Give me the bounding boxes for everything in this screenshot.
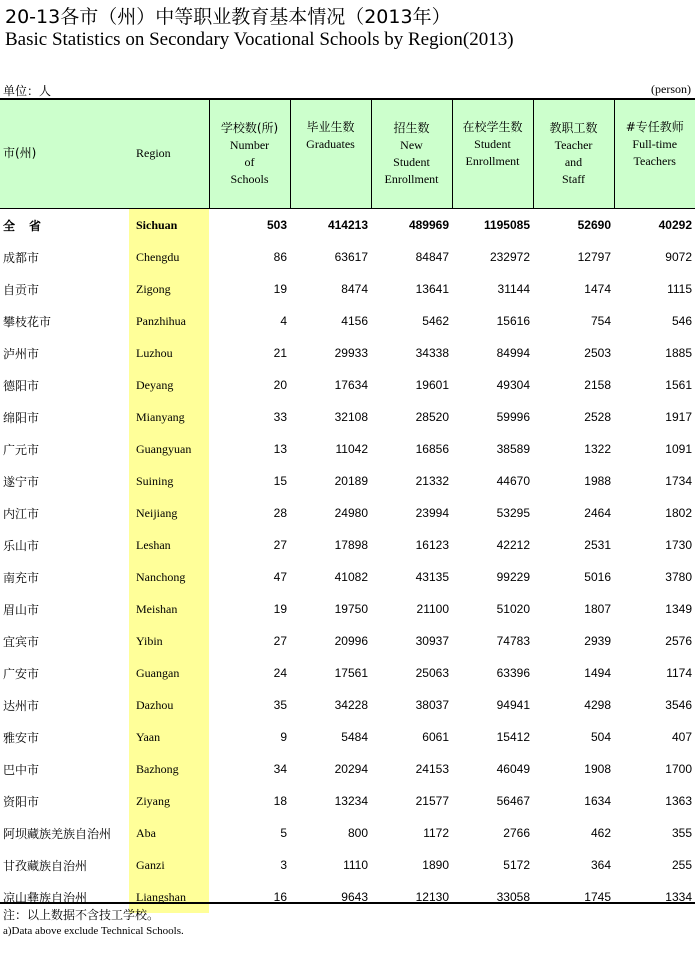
graduates-value: 1110: [343, 858, 368, 872]
schools-value: 18: [273, 794, 287, 808]
schools-value: 21: [273, 346, 287, 360]
header-teachers-en-2: Teachers: [633, 154, 676, 168]
region-name-cn: 遂宁市: [3, 474, 40, 489]
table-row: [0, 721, 695, 753]
region-name-cn: 乐山市: [3, 538, 40, 553]
graduates-value: 5484: [341, 730, 368, 744]
header-teachers-cn: #专任教师: [625, 120, 684, 134]
region-name-en: Guangyuan: [129, 433, 209, 465]
table-bottom-rule: [0, 902, 695, 904]
footnote-cn: 注：以上数据不含技工学校。: [3, 908, 160, 922]
graduates-value: 800: [347, 826, 368, 840]
header-new-enrollment-cn: 招生数: [393, 120, 430, 135]
table-row: [0, 497, 695, 529]
header-enrollment-en-2: Enrollment: [465, 153, 520, 168]
staff-value: 754: [590, 314, 611, 328]
region-name-en: Deyang: [129, 369, 209, 401]
graduates-value: 4156: [341, 314, 368, 328]
header-graduates-en-1: Graduates: [306, 136, 355, 151]
table-row: [0, 273, 695, 305]
table-row: [0, 337, 695, 369]
enrollment-value: 1195085: [483, 218, 530, 232]
teachers-value: 3546: [665, 698, 692, 712]
enrollment-value: 94941: [496, 698, 530, 712]
table-row: [0, 305, 695, 337]
region-name-en: Sichuan: [129, 209, 209, 242]
graduates-value: 20294: [334, 762, 368, 776]
table-row: [0, 433, 695, 465]
header-region-en: Region: [129, 100, 209, 209]
schools-value: 33: [273, 410, 287, 424]
region-name-cn: 自贡市: [3, 282, 40, 297]
region-name-en: Yibin: [129, 625, 209, 657]
region-name-cn: 广安市: [3, 666, 40, 681]
enrollment-value: 46049: [496, 762, 530, 776]
region-name-en: Leshan: [129, 529, 209, 561]
header-staff-en-1: Teacher: [554, 137, 593, 152]
header-staff-cn: 教职工数: [549, 120, 598, 135]
new-enrollment-value: 24153: [415, 762, 449, 776]
new-enrollment-value: 16123: [415, 538, 449, 552]
table-row: [0, 529, 695, 561]
header-enrollment-cn: 在校学生数: [462, 119, 523, 134]
enrollment-value: 2766: [503, 826, 530, 840]
table-row: [0, 785, 695, 817]
header-city-cn: 市(州): [0, 100, 129, 209]
new-enrollment-value: 12130: [415, 890, 449, 904]
region-name-cn: 全省: [3, 218, 56, 233]
table-header-row: [0, 100, 695, 209]
graduates-value: 32108: [334, 410, 368, 424]
enrollment-value: 33058: [496, 890, 530, 904]
graduates-value: 24980: [334, 506, 368, 520]
enrollment-value: 56467: [496, 794, 530, 808]
schools-value: 27: [273, 538, 287, 552]
table-row: [0, 689, 695, 721]
teachers-value: 1091: [665, 442, 692, 456]
table-row: [0, 753, 695, 785]
new-enrollment-value: 21332: [415, 474, 449, 488]
table-row: [0, 593, 695, 625]
graduates-value: 17898: [334, 538, 368, 552]
region-name-en: Neijiang: [129, 497, 209, 529]
region-name-cn: 阿坝藏族羌族自治州: [3, 826, 112, 841]
header-enrollment: [452, 100, 533, 209]
header-schools-en-1: Number: [229, 137, 270, 152]
table-row: [0, 817, 695, 849]
new-enrollment-value: 6061: [422, 730, 449, 744]
teachers-value: 40292: [658, 218, 692, 232]
table-row: [0, 625, 695, 657]
graduates-value: 34228: [334, 698, 368, 712]
new-enrollment-value: 5462: [422, 314, 449, 328]
teachers-value: 1561: [665, 378, 692, 392]
enrollment-value: 59996: [496, 410, 530, 424]
header-schools-en-3: Schools: [230, 171, 269, 186]
enrollment-value: 63396: [496, 666, 530, 680]
new-enrollment-value: 34338: [415, 346, 449, 360]
schools-value: 16: [273, 890, 287, 904]
graduates-value: 20189: [334, 474, 368, 488]
region-name-cn: 德阳市: [3, 378, 40, 393]
schools-value: 9: [280, 730, 287, 744]
teachers-value: 1730: [665, 538, 692, 552]
teachers-value: 1363: [665, 794, 692, 808]
schools-value: 3: [280, 858, 287, 872]
staff-value: 462: [590, 826, 611, 840]
enrollment-value: 15412: [496, 730, 530, 744]
region-name-cn: 巴中市: [3, 762, 40, 777]
staff-value: 12797: [577, 250, 611, 264]
region-name-cn: 甘孜藏族自治州: [3, 858, 88, 873]
unit-label-cn: 单位：人: [3, 84, 52, 98]
region-name-en: Suining: [129, 465, 209, 497]
staff-value: 504: [590, 730, 611, 744]
header-schools-cn: 学校数(所): [220, 120, 279, 135]
region-name-en: Luzhou: [129, 337, 209, 369]
new-enrollment-value: 1172: [423, 826, 449, 840]
region-name-en: Liangshan: [129, 881, 209, 913]
staff-value: 52690: [577, 218, 611, 232]
table-row: [0, 657, 695, 689]
schools-value: 20: [273, 378, 287, 392]
header-staff-en-2: and: [564, 154, 583, 169]
region-name-cn: 眉山市: [3, 602, 40, 617]
header-new-enrollment-en-3: Enrollment: [384, 171, 439, 186]
new-enrollment-value: 21100: [416, 602, 449, 616]
header-staff-en-3: Staff: [561, 171, 586, 186]
region-name-cn: 内江市: [3, 506, 40, 521]
region-name-cn: 资阳市: [3, 794, 40, 809]
staff-value: 2939: [584, 634, 611, 648]
teachers-value: 1734: [665, 474, 692, 488]
graduates-value: 9643: [341, 890, 368, 904]
table-row: [0, 849, 695, 881]
staff-value: 2464: [584, 506, 611, 520]
enrollment-value: 49304: [496, 378, 530, 392]
teachers-value: 9072: [665, 250, 692, 264]
teachers-value: 1700: [665, 762, 692, 776]
header-new-enrollment: [371, 100, 452, 209]
enrollment-value: 74783: [496, 634, 530, 648]
table-row: [0, 561, 695, 593]
new-enrollment-value: 28520: [415, 410, 449, 424]
enrollment-value: 5172: [503, 858, 530, 872]
region-name-en: Chengdu: [129, 241, 209, 273]
enrollment-value: 84994: [496, 346, 530, 360]
page-title-cn: 20-13各市（州）中等职业教育基本情况（2013年）: [5, 6, 451, 28]
graduates-value: 63617: [334, 250, 368, 264]
staff-value: 364: [590, 858, 611, 872]
staff-value: 2531: [584, 538, 611, 552]
unit-label-en: (person): [651, 82, 691, 96]
schools-value: 28: [273, 506, 287, 520]
schools-value: 34: [273, 762, 287, 776]
staff-value: 1474: [584, 282, 611, 296]
staff-value: 2503: [584, 346, 611, 360]
region-name-cn: 攀枝花市: [3, 314, 52, 329]
new-enrollment-value: 84847: [415, 250, 449, 264]
staff-value: 1908: [584, 762, 611, 776]
schools-value: 24: [273, 666, 287, 680]
graduates-value: 414213: [327, 218, 368, 232]
enrollment-value: 51020: [496, 602, 530, 616]
graduates-value: 20996: [334, 634, 368, 648]
region-name-en: Zigong: [129, 273, 209, 305]
graduates-value: 29933: [334, 346, 368, 360]
header-enrollment-en-1: Student: [474, 136, 511, 151]
new-enrollment-value: 43135: [415, 570, 449, 584]
header-teachers: [614, 100, 695, 209]
header-graduates-cn: 毕业生数: [306, 119, 355, 134]
teachers-value: 1115: [667, 282, 692, 296]
graduates-value: 17634: [334, 378, 368, 392]
enrollment-value: 15616: [496, 314, 530, 328]
schools-value: 13: [273, 442, 287, 456]
graduates-value: 19750: [334, 602, 368, 616]
graduates-value: 41082: [334, 570, 368, 584]
new-enrollment-value: 38037: [415, 698, 449, 712]
staff-value: 1634: [584, 794, 611, 808]
enrollment-value: 42212: [496, 538, 530, 552]
region-name-en: Dazhou: [129, 689, 209, 721]
teachers-value: 255: [671, 858, 692, 872]
schools-value: 19: [273, 602, 287, 616]
graduates-value: 13234: [334, 794, 368, 808]
schools-value: 19: [273, 282, 287, 296]
region-name-en: Bazhong: [129, 753, 209, 785]
statistics-table: [0, 99, 695, 913]
schools-value: 27: [273, 634, 287, 648]
staff-value: 2528: [584, 410, 611, 424]
region-name-en: Aba: [129, 817, 209, 849]
enrollment-value: 53295: [496, 506, 530, 520]
teachers-value: 1885: [665, 346, 692, 360]
region-name-cn: 宜宾市: [3, 634, 40, 649]
region-name-en: Ganzi: [129, 849, 209, 881]
region-name-en: Ziyang: [129, 785, 209, 817]
header-new-enrollment-en-1: New: [400, 137, 423, 152]
region-name-cn: 南充市: [3, 570, 40, 585]
header-schools: [209, 100, 290, 209]
schools-value: 4: [280, 314, 287, 328]
region-name-cn: 成都市: [3, 250, 40, 265]
new-enrollment-value: 489969: [408, 218, 449, 232]
table-row: [0, 369, 695, 401]
teachers-value: 2576: [665, 634, 692, 648]
new-enrollment-value: 19601: [415, 378, 449, 392]
new-enrollment-value: 30937: [415, 634, 449, 648]
teachers-value: 3780: [665, 570, 692, 584]
staff-value: 1988: [584, 474, 611, 488]
teachers-value: 1802: [665, 506, 692, 520]
header-graduates: [290, 100, 371, 209]
teachers-value: 1174: [666, 666, 692, 680]
enrollment-value: 232972: [489, 250, 530, 264]
table-row-total: [0, 209, 695, 242]
region-name-en: Guangan: [129, 657, 209, 689]
new-enrollment-value: 13641: [415, 282, 449, 296]
teachers-value: 407: [671, 730, 692, 744]
enrollment-value: 38589: [496, 442, 530, 456]
enrollment-value: 44670: [496, 474, 530, 488]
graduates-value: 17561: [334, 666, 368, 680]
enrollment-value: 31144: [497, 282, 530, 296]
region-name-cn: 绵阳市: [3, 410, 40, 425]
graduates-value: 8474: [341, 282, 368, 296]
schools-value: 5: [280, 826, 287, 840]
teachers-value: 1334: [665, 890, 692, 904]
new-enrollment-value: 23994: [415, 506, 449, 520]
teachers-value: 546: [671, 314, 692, 328]
region-name-cn: 雅安市: [3, 730, 40, 745]
graduates-value: 11042: [335, 442, 368, 456]
header-schools-en-2: of: [244, 154, 255, 169]
table-row: [0, 241, 695, 273]
table-body: [0, 209, 695, 914]
teachers-value: 1349: [665, 602, 692, 616]
staff-value: 5016: [584, 570, 611, 584]
staff-value: 4298: [584, 698, 611, 712]
schools-value: 15: [273, 474, 287, 488]
header-staff: [533, 100, 614, 209]
footnote-en: a)Data above exclude Technical Schools.: [3, 925, 184, 937]
schools-value: 503: [266, 218, 287, 232]
teachers-value: 1917: [665, 410, 692, 424]
table-row: [0, 401, 695, 433]
schools-value: 35: [273, 698, 287, 712]
table-row: [0, 465, 695, 497]
new-enrollment-value: 25063: [415, 666, 449, 680]
staff-value: 1745: [584, 890, 611, 904]
staff-value: 1807: [584, 602, 611, 616]
region-name-en: Mianyang: [129, 401, 209, 433]
enrollment-value: 99229: [496, 570, 530, 584]
region-name-cn: 凉山彝族自治州: [3, 890, 88, 905]
region-name-cn: 泸州市: [3, 346, 40, 361]
region-name-en: Panzhihua: [129, 305, 209, 337]
region-name-en: Nanchong: [129, 561, 209, 593]
region-name-en: Meishan: [129, 593, 209, 625]
region-name-en: Yaan: [129, 721, 209, 753]
new-enrollment-value: 21577: [415, 794, 449, 808]
region-name-cn: 广元市: [3, 442, 40, 457]
staff-value: 1322: [584, 442, 611, 456]
header-new-enrollment-en-2: Student: [393, 154, 430, 169]
teachers-value: 355: [671, 826, 692, 840]
staff-value: 1494: [584, 666, 611, 680]
page-title-en: Basic Statistics on Secondary Vocational Schools by Region(2013): [5, 29, 514, 50]
new-enrollment-value: 1890: [422, 858, 449, 872]
schools-value: 86: [273, 250, 287, 264]
schools-value: 47: [273, 570, 287, 584]
staff-value: 2158: [584, 378, 611, 392]
header-teachers-en-1: Full-time: [632, 137, 678, 151]
new-enrollment-value: 16856: [415, 442, 449, 456]
region-name-cn: 达州市: [3, 698, 40, 713]
